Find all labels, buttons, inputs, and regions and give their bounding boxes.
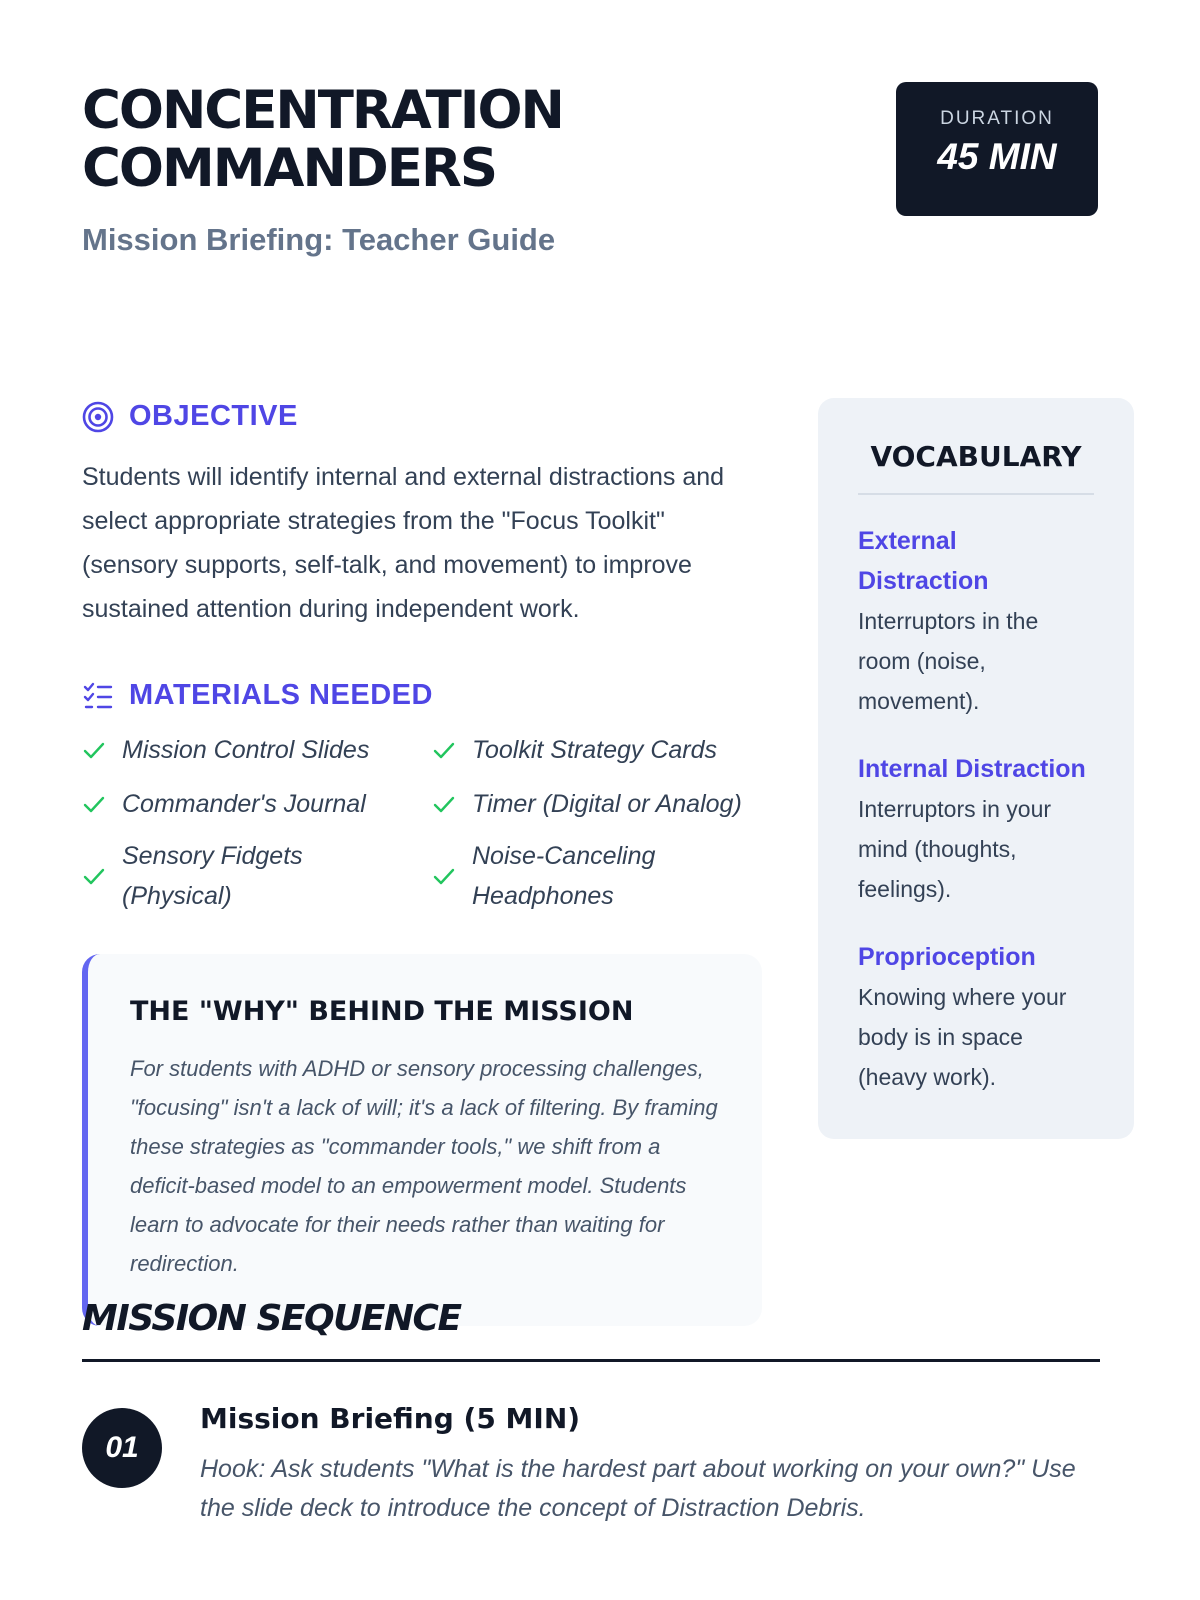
vocab-definition: Knowing where your body is in space (heavy work). <box>858 984 1067 1090</box>
material-item <box>82 728 432 772</box>
title-line-2: COMMANDERS <box>82 138 496 199</box>
why-title: THE "WHY" BEHIND THE MISSION <box>130 996 634 1027</box>
target-icon <box>82 401 114 433</box>
material-item <box>432 782 762 826</box>
vocab-term: Proprioception <box>858 943 1036 971</box>
vocab-term: External Distraction <box>858 527 989 595</box>
header <box>82 82 1098 282</box>
step-number: 01 <box>82 1408 162 1488</box>
material-item <box>82 782 432 826</box>
check-icon <box>82 864 106 888</box>
material-item <box>432 836 762 916</box>
duration-badge <box>896 82 1098 216</box>
materials-heading <box>82 679 762 712</box>
material-label: Commander's Journal <box>122 790 366 818</box>
duration-value: 45 MIN <box>937 136 1057 177</box>
check-icon <box>82 792 106 816</box>
step-description: Hook: Ask students "What is the hardest part about working on your own?" Use the slide deck to introduce the concept of Distraction Debris. <box>200 1455 1076 1522</box>
left-column <box>82 400 762 1326</box>
check-icon <box>82 738 106 762</box>
vocabulary-panel <box>818 398 1134 1139</box>
check-icon <box>432 738 456 762</box>
vocabulary-heading: VOCABULARY <box>858 440 1094 495</box>
objective-text: Students will identify internal and external distractions and select appropriate strategies from the "Focus Toolkit" (sensory supports, self-talk, and movement) to improve sustained attention during independent work. <box>82 463 725 623</box>
check-icon <box>432 864 456 888</box>
material-item <box>82 836 432 916</box>
mission-sequence <box>82 1298 1100 1542</box>
vocab-definition: Interruptors in the room (noise, movement). <box>858 608 1039 714</box>
checklist-icon <box>82 680 114 712</box>
objective-heading-label: OBJECTIVE <box>129 400 298 432</box>
check-icon <box>432 792 456 816</box>
materials-heading-label: MATERIALS NEEDED <box>129 679 433 711</box>
material-label: Timer (Digital or Analog) <box>472 790 742 818</box>
content-columns <box>82 400 1098 1400</box>
why-text: For students with ADHD or sensory processing challenges, "focusing" isn't a lack of will; it's a lack of filtering. By framing these strategies as "commander tools," we shift from a deficit-based model to an empowerment model. Students learn to advocate for their needs rather than waiting for redirection. <box>130 1056 718 1276</box>
material-label: Sensory Fidgets (Physical) <box>122 842 303 910</box>
material-label: Toolkit Strategy Cards <box>472 736 718 764</box>
materials-list <box>82 728 762 916</box>
step-title: Mission Briefing (5 MIN) <box>200 1402 581 1435</box>
sequence-step <box>82 1402 1100 1542</box>
vocab-definition: Interruptors in your mind (thoughts, feelings). <box>858 796 1052 902</box>
material-label: Noise-Canceling Headphones <box>472 842 656 910</box>
sequence-heading: MISSION SEQUENCE <box>82 1298 1100 1362</box>
why-callout <box>82 954 762 1326</box>
page-subtitle: Mission Briefing: Teacher Guide <box>82 222 556 257</box>
material-label: Mission Control Slides <box>122 736 370 764</box>
duration-label: DURATION <box>940 108 1054 129</box>
vocab-term: Internal Distraction <box>858 755 1086 783</box>
title-line-1: CONCENTRATION <box>82 80 563 141</box>
objective-heading <box>82 400 762 433</box>
material-item <box>432 728 762 772</box>
